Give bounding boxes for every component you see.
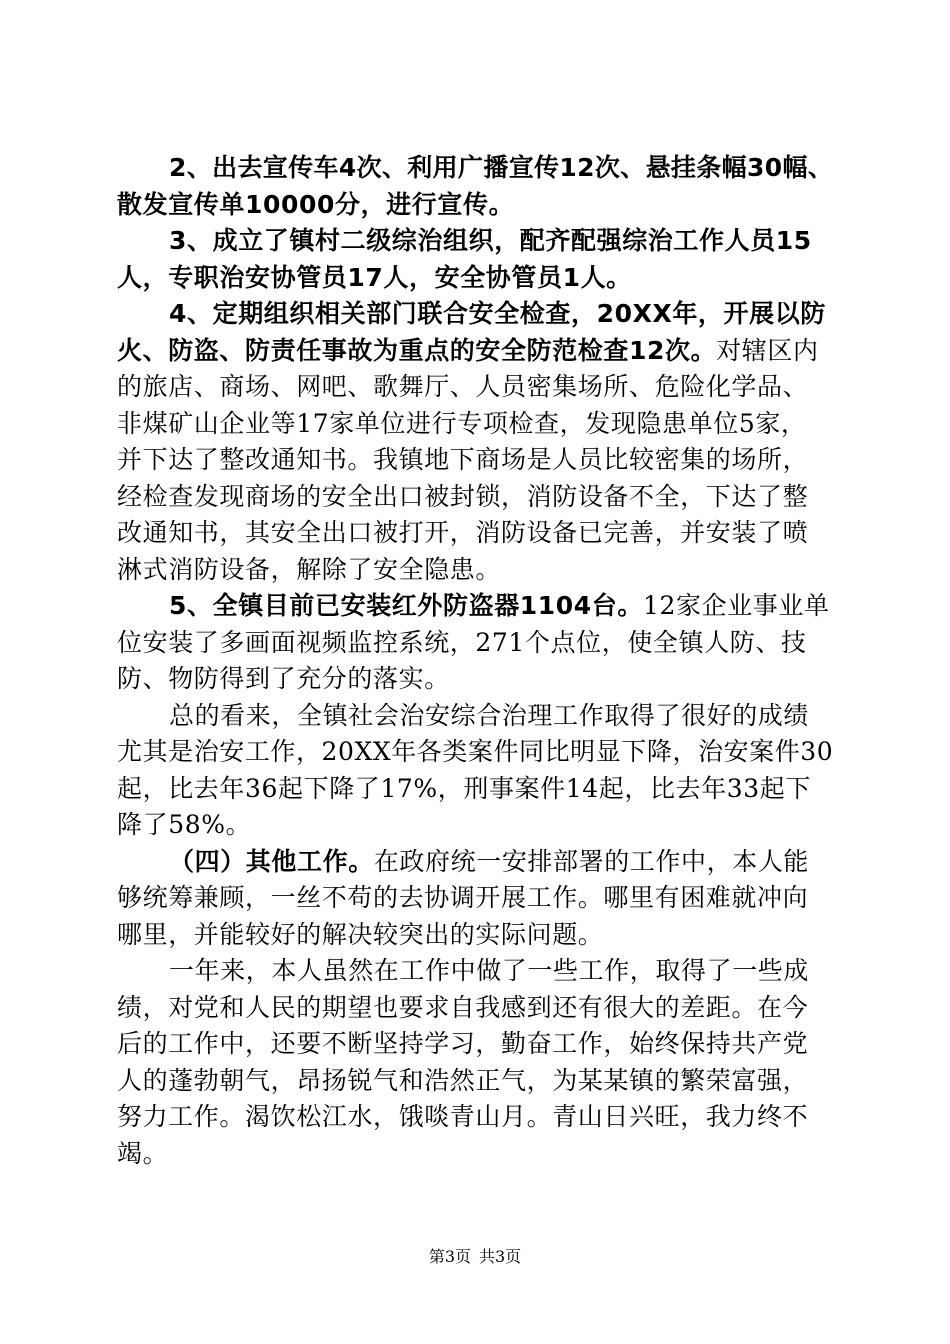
text-line-regular-part: 12家企业事业单 — [642, 591, 830, 620]
text-line — [117, 588, 833, 625]
text-line — [117, 844, 833, 881]
text-line-content: 竭。 — [117, 1138, 169, 1168]
text-line — [117, 552, 833, 589]
text-line — [117, 187, 833, 224]
text-line-content: 3、成立了镇村二级综治组织，配齐配强综治工作人员15 — [169, 226, 812, 255]
text-line — [117, 150, 833, 187]
text-line — [117, 990, 833, 1027]
page-total: 共3页 — [479, 1247, 522, 1266]
text-line-content: 一年来，本人虽然在工作中做了一些工作，取得了一些成 — [169, 956, 810, 985]
text-line — [117, 369, 833, 406]
text-line — [117, 1026, 833, 1063]
text-line-bold-part: （四）其他工作。 — [169, 846, 374, 876]
text-line-content: 防、物防得到了充分的落实。 — [117, 664, 450, 693]
text-line-content: 2、出去宣传车4次、利用广播宣传12次、悬挂条幅30幅、 — [169, 153, 834, 182]
text-line — [117, 223, 833, 260]
text-line-content: 总的看来，全镇社会治安综合治理工作取得了很好的成绩 — [169, 700, 810, 730]
document-body — [117, 150, 833, 1172]
text-line-content: 改通知书，其安全出口被打开，消防设备已完善，并安装了喷 — [117, 518, 809, 547]
page-footer — [0, 1244, 950, 1267]
text-line-content: 非煤矿山企业等17家单位进行专项检查，发现隐患单位5家， — [117, 408, 807, 438]
text-line-content: 努力工作。渴饮松江水，饿啖青山月。青山日兴旺，我力终不 — [117, 1102, 809, 1131]
text-line-content: 够统筹兼顾，一丝不苟的去协调开展工作。哪里有困难就冲向 — [117, 883, 809, 912]
text-line — [117, 734, 833, 771]
text-line — [117, 1136, 833, 1173]
text-line-regular-part: 在政府统一安排部署的工作中，本人能 — [373, 846, 810, 876]
text-line — [117, 1099, 833, 1136]
text-line-content: 4、定期组织相关部门联合安全检查，20XX年，开展以防 — [169, 299, 826, 328]
text-line — [117, 1063, 833, 1100]
text-line-content: 人，专职治安协管员17人，安全协管员1人。 — [117, 262, 632, 292]
text-line — [117, 917, 833, 954]
text-line — [117, 442, 833, 479]
text-line-bold-part: 火、防盗、防责任事故为重点的安全防范检查12次。 — [117, 335, 717, 365]
text-line-content: 哪里，并能较好的解决较突出的实际问题。 — [117, 919, 604, 949]
text-line — [117, 880, 833, 917]
text-line-content: 降了58%。 — [117, 810, 252, 839]
text-line-content: 的旅店、商场、网吧、歌舞厅、人员密集场所、危险化学品、 — [117, 372, 809, 401]
text-line-content: 后的工作中，还要不断坚持学习，勤奋工作，始终保持共产党 — [117, 1029, 809, 1058]
page-number: 第3页 — [428, 1247, 471, 1266]
text-line — [117, 333, 833, 370]
text-line — [117, 953, 833, 990]
text-line-content: 经检查发现商场的安全出口被封锁，消防设备不全，下达了整 — [117, 481, 809, 511]
text-line-regular-part: 对辖区内 — [716, 335, 819, 365]
text-line-content: 起，比去年36起下降了17%，刑事案件14起，比去年33起下 — [117, 773, 812, 803]
text-line — [117, 698, 833, 735]
text-line-bold-part: 5、全镇目前已安装红外防盗器1104台。 — [169, 591, 643, 620]
text-line-content: 尤其是治安工作，20XX年各类案件同比明显下降，治安案件30 — [117, 737, 834, 766]
text-line-content: 绩，对党和人民的期望也要求自我感到还有很大的差距。在今 — [117, 992, 809, 1022]
text-line — [117, 515, 833, 552]
text-line — [117, 771, 833, 808]
text-line — [117, 406, 833, 443]
text-line — [117, 625, 833, 662]
text-line — [117, 260, 833, 297]
text-line-content: 人的蓬勃朝气，昂扬锐气和浩然正气，为某某镇的繁荣富强， — [117, 1065, 809, 1095]
text-line — [117, 661, 833, 698]
text-line-content: 并下达了整改通知书。我镇地下商场是人员比较密集的场所， — [117, 445, 809, 474]
text-line — [117, 807, 833, 844]
text-line-content: 位安装了多画面视频监控系统，271个点位，使全镇人防、技 — [117, 627, 807, 657]
text-line — [117, 296, 833, 333]
text-line-content: 散发宣传单10000分，进行宣传。 — [117, 189, 515, 219]
text-line-content: 淋式消防设备，解除了安全隐患。 — [117, 554, 502, 584]
text-line — [117, 479, 833, 516]
